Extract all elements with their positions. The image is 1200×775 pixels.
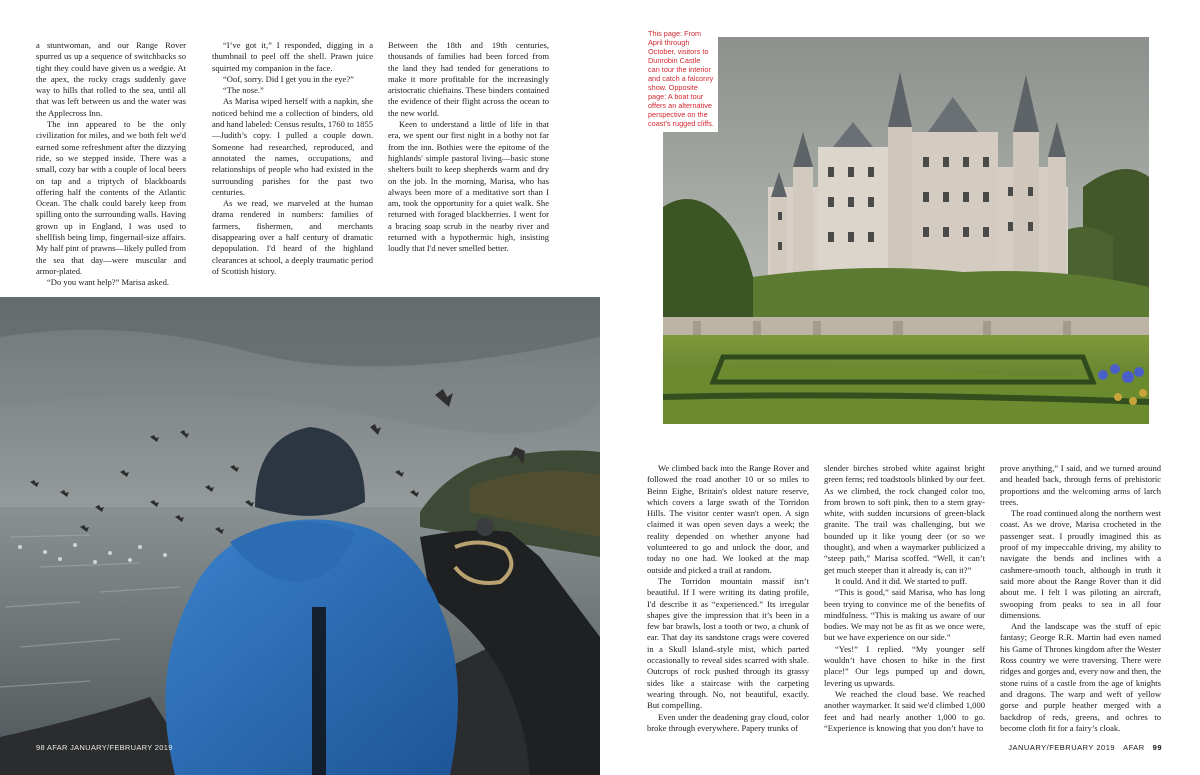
paragraph: Keen to understand a little of life in that era, we spent our first night in a bothy not far from the inn. Bothies were the epitome of the highlands' simple pastoral living—basic stone shelters built to keep shepherds warm and dry on the job. In the morning, Marisa, who has always been more of a meditative sort than I am, took the opportunity for a quiet walk. She returned with foraged blackberries. I went for a bracing soap scrub in the nearby river and returned with a hypothermic high, insisting loudly that I'd never smelled better. [388,119,549,254]
paragraph: prove anything,” I said, and we turned around and headed back, through ferns of prehistoric proportions and the welcoming arms of larch trees. [1000,463,1161,507]
article-column-3 [388,40,549,265]
right-folio [1008,743,1162,752]
article-column-2 [212,40,373,276]
left-folio: 98 AFAR JANUARY/FEBRUARY 2019 [36,743,173,752]
folio-magazine: AFAR [1123,743,1145,752]
paragraph: “I’ve got it,” I responded, digging in a thumbnail to peel off the shell. Prawn juice squirted my companion in the face. [212,40,373,73]
boat-photo [0,297,600,775]
paragraph: The inn appeared to be the only civilization for miles, and we both felt we'd earned some refreshment after the dizzying ride, so we stepped inside. There was a small, cozy bar with a couple of local beers on tap and a triptych of blackboards offering half the contents of the Atlantic Ocean. The chalk could barely keep from spilling onto the surrounding walls. Having grown up in England, I was used to shellfish being limp, fingernail-size affairs. My half pint of prawns—likely pulled from the sea that day—were muscular and armor-plated. [36,119,186,276]
article-column-4 [647,463,809,735]
paragraph: “The nose.” [223,85,264,96]
paragraph: The Torridon mountain massif isn’t beautiful. If I were writing its dating profile, I'd describe it as “experienced.” Its irregular shapes give the impression that it’s been in a few bar brawls, lost a tooth or two, a chunk of ear. That day its sandstone crags were covered in a Skull Island–style mist, which parted occasionally to reveal sides scarred with shale. Outcrops of rock pushed through its grassy sides like a staircase with the carpeting wearing through. No, not beautiful, exactly. But compelling. [647,575,809,711]
page-number: 99 [1152,743,1162,752]
paragraph: “This is good,” said Marisa, who has long been trying to convince me of the benefits of mindfulness. “This is making us aware of our bodies. We may not be as fit as we once were, but we have experience on our side.” [824,587,985,643]
paragraph: a stuntwoman, and our Range Rover spurred us up a sequence of switchbacks so tight they could have given us a wedgie. At the apex, the rocky crags suddenly gave way to hills that rolled to the sea, until all that was left between us and the water was the Applecross Inn. [36,40,186,118]
paragraph: “Oof, sorry. Did I get you in the eye?” [223,73,354,84]
paragraph: We reached the cloud base. We reached another waymarker. It said we'd climbed 1,000 feet and had nearly another 1,000 to go. “Experience is knowing that you don’t have to [824,688,985,733]
paragraph: And the landscape was the stuff of epic fantasy; George R.R. Martin had even named his Game of Thrones kingdom after the Wester Ross country we were traversing. There were ridges and gorges and, every now and then, the stone ruins of a castle from the age of knights and dragons. The warp and weft of yellow gorse and purple heather merged with a backdrop of reds, greens, and ochres to become cloth fit for a fairy’s cloak. [1000,621,1161,733]
article-column-1 [36,40,186,288]
paragraph: “Yes!” I replied. “My younger self wouldn’t have chosen to hike in the first place!” Our legs pumped up and down, levering us upwards. [824,643,985,688]
paragraph: As Marisa wiped herself with a napkin, she noticed behind me a collection of binders, old and hand labeled: Census results, 1760 to 1855—Judith’s copy. I pulled a couple down. Someone had researched, reproduced, and annotated the names, occupations, and relationships of people who had existed in the surrounding parishes for the past two centuries. [212,96,373,197]
photo-caption: This page: From April through October, visitors to Dunrobin Castle can tour the interior and catch a falconry show. Opposite page: A boat tour offers an alternative perspective on the coast’s rugged cliffs. [648,29,718,132]
paragraph: The road continued along the northern west coast. As we drove, Marisa crocheted in the passenger seat. I proudly imagined this as proof of my impeccable driving, my ability to navigate the bends and inclines with a cashmere-smooth touch, although in truth it said more about the Range Rover than it did about me. I felt I was piloting an aircraft, swooping from peaks to sea in all four dimensions. [1000,508,1161,620]
article-column-6 [1000,463,1161,735]
paragraph: Between the 18th and 19th centuries, thousands of families had been forced from the land they had tended for generations to make it more profitable for the increasingly aristocratic chieftains. These binders contained the evidence of their flight across the ocean to the new world. [388,40,549,118]
paragraph: As we read, we marveled at the human drama rendered in numbers: families of farmers, fishermen, and merchants disappearing over a half century of dramatic depopulation. I'd heard of the highland clearances at school, a deeply traumatic period of Scottish history. [212,198,373,276]
paragraph: “Do you want help?” Marisa asked. [47,277,169,288]
paragraph: slender birches strobed white against bright green ferns; red toadstools blinked by our feet. As we climbed, the rock changed color too, from brown to soft pink, then to a stern gray-white, with sudden incursions of green-black granite. The trail was challenging, but we bounded up it like young deer (or so we thought), and when a waymarker publicized a “steep path,” Marisa scoffed. “Well, it can’t get much steeper than it already is, can it?” [824,463,985,575]
article-column-5 [824,463,985,735]
paragraph: It could. And it did. We started to puff. [835,575,968,586]
castle-photo [663,37,1149,424]
paragraph: Even under the deadening gray cloud, color broke through everywhere. Papery trunks of [647,711,809,733]
folio-date: JANUARY/FEBRUARY 2019 [1008,743,1116,752]
paragraph: We climbed back into the Range Rover and followed the road another 10 or so miles to Beinn Eighe, Britain's oldest nature reserve, which covers a large swath of the Torridon Hills. The visitor center wasn't open. A sign claimed it was open seven days a week; the reality depended on whether anyone had volunteered to go and unlock the door, and today no one had. We looked at the map outside and picked a trail at random. [647,463,809,575]
